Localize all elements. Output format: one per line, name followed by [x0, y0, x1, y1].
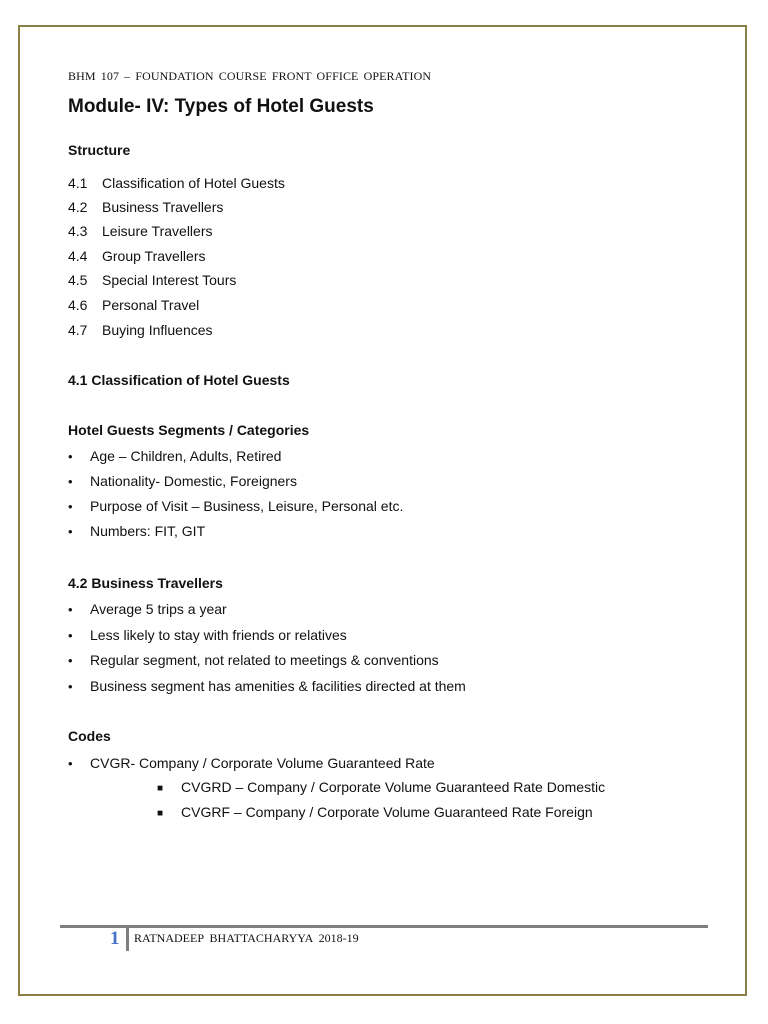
- toc-item: [68, 248, 205, 264]
- section-4-2-heading: 4.2 Business Travellers: [68, 575, 223, 591]
- list-item: [68, 755, 435, 771]
- toc-number: 4.4: [68, 248, 88, 264]
- square-bullet-icon: ■: [157, 783, 164, 794]
- toc-label: Buying Influences: [102, 322, 213, 338]
- bullet-icon: •: [68, 449, 73, 464]
- list-item-text: Average 5 trips a year: [90, 601, 227, 617]
- list-item: [68, 627, 347, 643]
- sub-list-item: [157, 804, 593, 820]
- toc-item: [68, 175, 285, 191]
- bullet-icon: •: [68, 628, 73, 643]
- codes-heading: Codes: [68, 728, 111, 744]
- bullet-icon: •: [68, 679, 73, 694]
- footer-rule: [60, 925, 708, 928]
- footer-divider: [126, 928, 129, 951]
- structure-heading: Structure: [68, 142, 131, 158]
- bullet-icon: •: [68, 756, 73, 771]
- bullet-icon: •: [68, 499, 73, 514]
- list-item-text: Business segment has amenities & facilities directed at them: [90, 678, 466, 694]
- list-item-text: Regular segment, not related to meetings & conventions: [90, 652, 439, 668]
- sub-list-item-text: CVGRD – Company / Corporate Volume Guaranteed Rate Domestic: [181, 779, 606, 795]
- toc-number: 4.5: [68, 272, 88, 288]
- toc-item: [68, 272, 236, 288]
- list-item-text: Purpose of Visit – Business, Leisure, Personal etc.: [90, 498, 404, 514]
- list-item: [68, 652, 439, 668]
- list-item-text: Nationality- Domestic, Foreigners: [90, 473, 297, 489]
- toc-item: [68, 297, 199, 313]
- section-4-1-heading: 4.1 Classification of Hotel Guests: [68, 372, 290, 388]
- list-item-text: CVGR- Company / Corporate Volume Guaranteed Rate: [90, 755, 435, 771]
- list-item: [68, 498, 403, 514]
- course-header: BHM 107 – FOUNDATION COURSE FRONT OFFICE OPERATION: [68, 69, 432, 83]
- bullet-icon: •: [68, 653, 73, 668]
- sub-list-item-text: CVGRF – Company / Corporate Volume Guaranteed Rate Foreign: [181, 804, 593, 820]
- toc-label: Special Interest Tours: [102, 272, 237, 288]
- toc-label: Leisure Travellers: [102, 223, 213, 239]
- toc-number: 4.3: [68, 223, 88, 239]
- list-item: [68, 473, 297, 489]
- toc-label: Group Travellers: [102, 248, 206, 264]
- bullet-icon: •: [68, 474, 73, 489]
- list-item: [68, 448, 281, 464]
- list-item: [68, 678, 466, 694]
- toc-number: 4.1: [68, 175, 88, 191]
- toc-number: 4.7: [68, 322, 88, 338]
- list-item: [68, 601, 227, 617]
- toc-label: Classification of Hotel Guests: [102, 175, 285, 191]
- list-item: [68, 523, 205, 539]
- toc-number: 4.6: [68, 297, 88, 313]
- list-item-text: Age – Children, Adults, Retired: [90, 448, 282, 464]
- square-bullet-icon: ■: [157, 808, 164, 819]
- page-number: 1: [110, 928, 120, 949]
- toc-label: Personal Travel: [102, 297, 200, 313]
- bullet-icon: •: [68, 524, 73, 539]
- sub-list-item: [157, 779, 605, 795]
- segments-subheading: Hotel Guests Segments / Categories: [68, 422, 310, 438]
- toc-number: 4.2: [68, 199, 88, 215]
- toc-item: [68, 322, 213, 338]
- toc-item: [68, 223, 213, 239]
- module-title: Module- IV: Types of Hotel Guests: [68, 96, 374, 117]
- footer-author: RATNADEEP BHATTACHARYYA 2018-19: [134, 931, 359, 945]
- toc-label: Business Travellers: [102, 199, 224, 215]
- list-item-text: Less likely to stay with friends or relatives: [90, 627, 347, 643]
- list-item-text: Numbers: FIT, GIT: [90, 523, 206, 539]
- toc-item: [68, 199, 223, 215]
- bullet-icon: •: [68, 602, 73, 617]
